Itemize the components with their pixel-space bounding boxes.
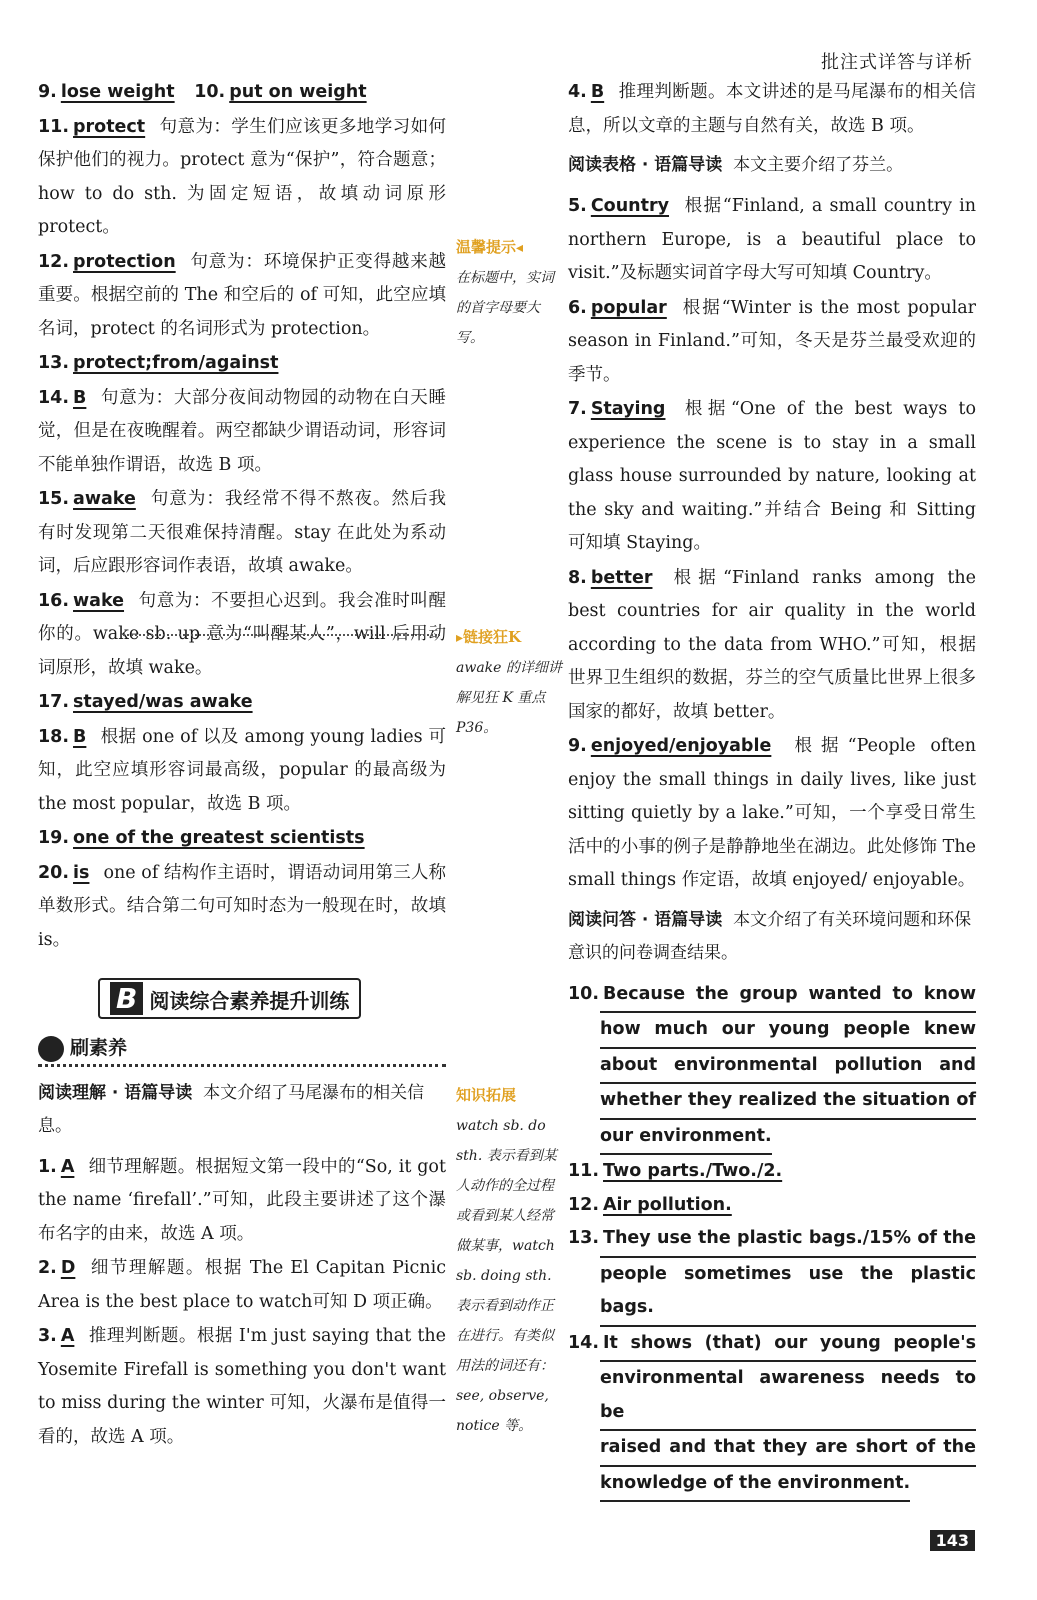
long-answer — [568, 1327, 976, 1503]
answer: protect;from/against — [73, 353, 279, 373]
answer: wake — [73, 590, 125, 611]
long-answer — [568, 1155, 976, 1189]
answer: better — [590, 567, 653, 588]
explanation: 根据 one of 以及 among young ladies 可知，此空应填形容词最高级，popular 的最高级为 the most popular，故选 B 项。 — [38, 726, 446, 814]
answer: popular — [590, 297, 667, 318]
answer-line: It shows (that) our young people's — [600, 1327, 976, 1363]
answer-item — [38, 483, 446, 584]
item-number: 20. — [38, 862, 70, 883]
answer-line: They use the plastic bags./15% of the — [600, 1222, 976, 1258]
reading-intro — [38, 1077, 446, 1143]
item-number: 14. — [568, 1332, 600, 1353]
item-number: 1. — [38, 1156, 57, 1177]
dotted-connector — [120, 634, 440, 636]
explanation: 根据“One of the best ways to experience the scene is to stay in a small glass house surrounded by nature, looking at the sky and waiting.”并结合 Being 和 Sitting 可知填 Staying。 — [568, 399, 976, 553]
answer-item — [38, 111, 446, 245]
arrow-icon: ▸ — [456, 630, 464, 646]
note-title: 链接狂K — [463, 628, 522, 646]
reading-summary: 本文主要介绍了芬兰。 — [733, 155, 904, 175]
answer-line: how much our young people knew — [600, 1013, 976, 1049]
arrow-icon: ◂ — [516, 240, 524, 256]
page-header: 批注式详答与详析 — [821, 52, 973, 73]
section-tag — [38, 1033, 446, 1067]
margin-note-link — [456, 622, 564, 743]
badge-icon — [38, 1036, 64, 1062]
item-number: 18. — [38, 726, 70, 747]
item-number: 11. — [568, 1161, 600, 1181]
item-number: 13. — [568, 1228, 600, 1248]
answer-item — [568, 292, 976, 393]
answer-line: environmental awareness needs to be — [600, 1362, 976, 1431]
item-number: 17. — [38, 692, 70, 712]
answer: is — [73, 862, 90, 883]
reading-title: 阅读表格 · 语篇导读 — [568, 155, 723, 175]
right-column — [568, 76, 976, 1502]
long-answer — [568, 1189, 976, 1223]
answer: A — [60, 1156, 75, 1177]
answer-line: our environment. — [600, 1120, 772, 1156]
left-column — [38, 76, 446, 1455]
note-text: watch sb. do sth. 表示看到某人动作的全过程或看到某人经常做某事，watch sb. doing sth. 表示看到动作正在进行。有类似用法的词还有：see, observe, notice 等。 — [456, 1118, 557, 1434]
answer-item — [38, 1252, 446, 1319]
note-text: awake 的详细讲解见狂 K 重点 P36。 — [456, 660, 562, 736]
item-number: 11. — [38, 116, 70, 137]
reading-title: 阅读理解 · 语篇导读 — [38, 1082, 193, 1103]
answer-line: about environmental pollution and — [600, 1049, 976, 1085]
item-number: 9. — [568, 736, 587, 756]
explanation: 句意为：大部分夜间动物园的动物在白天睡觉，但是在夜晚醒着。两空都缺少谓语动词，形容词不能单独作谓语，故选 B 项。 — [38, 387, 446, 475]
answer: lose weight — [60, 82, 175, 102]
reading-summary: 本文介绍了马尾瀑布的相关信息。 — [38, 1082, 425, 1136]
item-number: 12. — [568, 1194, 600, 1215]
note-text: 在标题中，实词的首字母要大写。 — [456, 270, 554, 346]
reading-title: 阅读问答 · 语篇导读 — [568, 909, 723, 930]
explanation: 句意为：环境保护正变得越来越重要。根据空前的 The 和空后的 of 可知，此空应填名词，protect 的名词形式为 protection。 — [38, 251, 446, 339]
explanation: one of 结构作主语时，谓语动词用第三人称单数形式。结合第二句可知时态为一般现在时，故填 is。 — [38, 862, 446, 950]
answer-item — [38, 76, 446, 110]
answer: stayed/was awake — [73, 692, 253, 712]
answer: Country — [590, 196, 670, 216]
explanation: 推理判断题。根据 I'm just saying that the Yosemite Firefall is something you don't want to miss during the winter 可知，火瀑布是值得一看的，故选 A 项。 — [38, 1326, 446, 1447]
item-number: 19. — [38, 828, 70, 848]
note-title: 温馨提示 — [456, 238, 517, 256]
item-number: 10. — [194, 82, 226, 102]
answer-item — [568, 190, 976, 291]
explanation: 根据“Finland, a small country in northern Europe, is a beautiful place to visit.”及标题实词首字母大写可知填 Country。 — [568, 196, 976, 283]
item-number: 12. — [38, 251, 70, 272]
answer: one of the greatest scientists — [73, 828, 365, 848]
answer: B — [73, 726, 87, 747]
section-banner — [98, 978, 361, 1019]
answer-item — [38, 382, 446, 483]
item-number: 3. — [38, 1326, 57, 1346]
margin-note-tip — [456, 232, 564, 353]
answer-item — [568, 393, 976, 561]
answer-line: people sometimes use the plastic bags. — [600, 1258, 976, 1327]
answer: D — [60, 1258, 76, 1278]
answer: A — [60, 1326, 75, 1346]
explanation: 细节理解题。根据短文第一段中的“So, it got the name ‘firefall’.”可知，此段主要讲述了这个瀑布名字的由来，故选 A 项。 — [38, 1156, 446, 1244]
answer: protect — [73, 116, 146, 137]
explanation: 根据“Finland ranks among the best countries for air quality in the world according to the data from WHO.”可知，根据世界卫生组织的数据，芬兰的空气质量比世界上很多国家的都好，故填 better。 — [568, 567, 976, 722]
answer-item — [38, 721, 446, 822]
answer-item — [38, 246, 446, 347]
item-number: 15. — [38, 489, 70, 509]
explanation: 根据“Winter is the most popular season in Finland.”可知，冬天是芬兰最受欢迎的季节。 — [568, 297, 976, 385]
answer: protection — [73, 251, 176, 272]
item-number: 5. — [568, 196, 587, 216]
reading-summary: 本文介绍了有关环境问题和环保意识的问卷调查结果。 — [568, 909, 972, 963]
answer-item — [568, 76, 976, 143]
answer: B — [73, 387, 87, 408]
answer-item — [38, 1320, 446, 1454]
answer: Staying — [590, 399, 666, 419]
answer-item — [38, 822, 446, 856]
item-number: 16. — [38, 590, 70, 611]
item-number: 8. — [568, 567, 587, 588]
answer: B — [590, 82, 605, 102]
item-number: 4. — [568, 82, 587, 102]
item-number: 6. — [568, 297, 587, 318]
page-number: 143 — [930, 1530, 975, 1551]
item-number: 9. — [38, 82, 57, 102]
answer: awake — [73, 489, 136, 509]
reading-intro — [568, 904, 976, 970]
banner-title: 阅读综合素养提升训练 — [149, 989, 350, 1013]
long-answer — [568, 1222, 976, 1327]
answer-line: knowledge of the environment. — [600, 1467, 910, 1503]
answer-item — [568, 730, 976, 898]
answer-item — [38, 857, 446, 958]
item-number: 10. — [568, 983, 600, 1004]
long-answer — [568, 978, 976, 1156]
explanation: 句意为：学生们应该更多地学习如何保护他们的视力。protect 意为“保护”，符合题意；how to do sth. 为固定短语，故填动词原形 protect。 — [38, 116, 446, 237]
item-number: 13. — [38, 353, 70, 373]
answer: enjoyed/enjoyable — [590, 736, 772, 756]
item-number: 2. — [38, 1258, 57, 1278]
banner-letter: B — [110, 982, 143, 1015]
answer-item — [38, 347, 446, 381]
item-number: 14. — [38, 387, 70, 408]
answer-line: raised and that they are short of the — [600, 1431, 976, 1467]
answer-line: Two parts./Two./2. — [603, 1161, 783, 1181]
item-number: 7. — [568, 399, 587, 419]
explanation: 细节理解题。根据 The El Capitan Picnic Area is the best place to watch可知 D 项正确。 — [38, 1258, 446, 1312]
explanation: 句意为：我经常不得不熬夜。然后我有时发现第二天很难保持清醒。stay 在此处为系动词，后应跟形容词作表语，故填 awake。 — [38, 489, 446, 576]
answer-item — [568, 562, 976, 730]
reading-intro — [568, 149, 976, 182]
answer: put on weight — [229, 82, 367, 102]
answer-line: Air pollution. — [603, 1194, 732, 1215]
answer-item — [38, 686, 446, 720]
answer-line: whether they realized the situation of — [600, 1084, 976, 1120]
note-title: 知识拓展 — [456, 1086, 517, 1104]
answer-line: Because the group wanted to know — [600, 978, 976, 1014]
explanation: 根据“People often enjoy the small things in daily lives, like just sitting quietly by a lake.”可知，一个享受日常生活中的小事的例子是静静地坐在湖边。此处修饰 The small things 作定语，故填 enjoyed/ enjoyable。 — [568, 736, 976, 890]
explanation: 句意为：不要担心迟到。我会准时叫醒你的。wake sb. up 意为“叫醒某人”，will 后用动词原形，故填 wake。 — [38, 590, 446, 678]
answer-item — [38, 1151, 446, 1252]
tag-label: 刷素养 — [70, 1037, 128, 1059]
explanation: 推理判断题。本文讲述的是马尾瀑布的相关信息，所以文章的主题与自然有关，故选 B 项。 — [568, 82, 976, 136]
margin-note-knowledge — [456, 1080, 564, 1441]
